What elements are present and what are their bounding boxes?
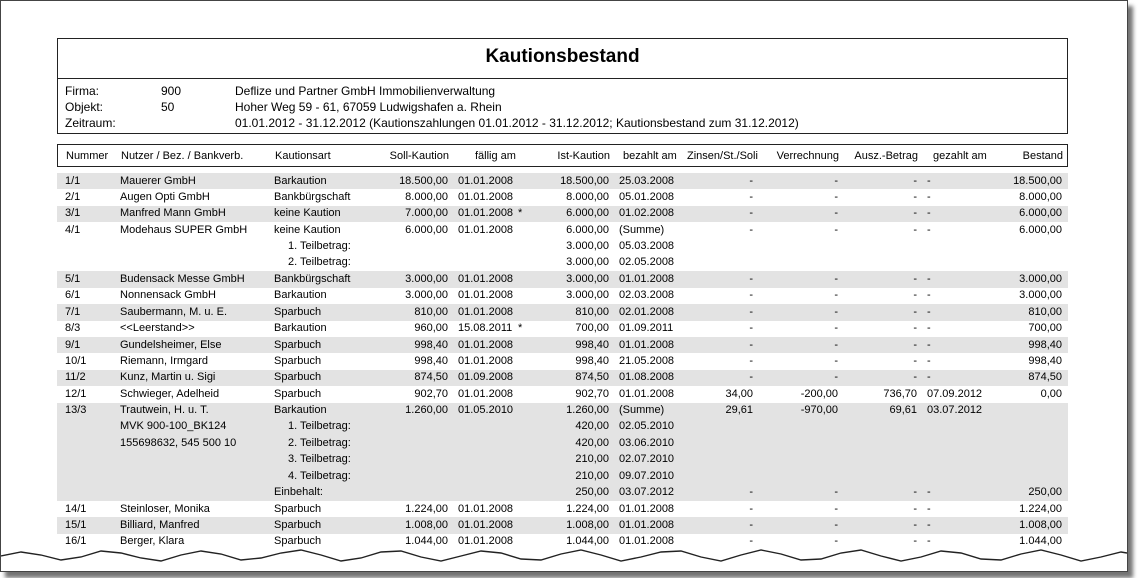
table-row <box>57 386 1068 402</box>
cell-gez: - <box>927 518 931 531</box>
cell-best: 810,00 <box>1028 305 1062 318</box>
cell-bezahlt: 01.09.2011 <box>619 322 674 335</box>
cell-ist: 3.000,00 <box>566 272 609 285</box>
cell-ist: 3.000,00 <box>566 240 609 253</box>
cell-gez: - <box>927 272 931 285</box>
cell-zinsen: 34,00 <box>725 387 753 400</box>
col-ist: Ist-Kaution <box>557 150 610 162</box>
cell-ist: 420,00 <box>575 420 609 433</box>
table-row <box>57 189 1068 205</box>
cell-faellig: 01.09.2008 <box>458 371 514 384</box>
cell-art: keine Kaution <box>274 223 341 236</box>
cell-name: Schwieger, Adelheid <box>120 387 220 400</box>
cell-faellig: 01.01.2008 <box>458 338 514 351</box>
cell-nr: 5/1 <box>65 272 81 285</box>
cell-faellig: 01.01.2008 <box>458 535 514 548</box>
cell-verr: - <box>834 322 838 335</box>
table-row <box>57 304 1068 320</box>
cell-ausz: - <box>913 207 917 220</box>
cell-gez: - <box>927 289 931 302</box>
cell-nr: 10/1 <box>65 354 87 367</box>
col-faellig: fällig am <box>475 150 516 162</box>
cell-ist: 998,40 <box>575 354 609 367</box>
objekt-address: Hoher Weg 59 - 61, 67059 Ludwigshafen a. Rhein <box>235 100 502 114</box>
cell-ist: 6.000,00 <box>566 207 609 220</box>
cell-zinsen: - <box>749 223 753 236</box>
cell-zinsen: - <box>749 305 753 318</box>
cell-soll: 902,70 <box>414 387 448 400</box>
col-verrechnung: Verrechnung <box>776 150 839 162</box>
cell-name: Saubermann, M. u. E. <box>120 305 227 318</box>
cell-nr: 9/1 <box>65 338 81 351</box>
cell-soll: 1.008,00 <box>405 518 448 531</box>
cell-name: Budensack Messe GmbH <box>120 272 245 285</box>
cell-ist: 1.260,00 <box>566 404 609 417</box>
cell-art: Sparbuch <box>274 535 322 548</box>
report-header <box>57 38 1068 134</box>
firma-number: 900 <box>161 84 182 98</box>
col-auszahlung: Ausz.-Betrag <box>854 150 918 162</box>
cell-bezahlt: 09.07.2010 <box>619 469 675 482</box>
cell-nr: 16/1 <box>65 535 87 548</box>
cell-bezahlt: 02.01.2008 <box>619 305 675 318</box>
cell-soll: 998,40 <box>414 354 448 367</box>
cell-zinsen: - <box>749 371 753 384</box>
cell-faellig: 01.01.2008 <box>458 174 514 187</box>
cell-ist: 700,00 <box>575 322 609 335</box>
table-row <box>57 321 1068 337</box>
cell-bezahlt: 01.08.2008 <box>619 371 675 384</box>
cell-bezahlt: 01.01.2008 <box>619 387 675 400</box>
objekt-label: Objekt: <box>65 100 104 114</box>
cell-soll: 8.000,00 <box>405 190 448 203</box>
cell-best: 1.224,00 <box>1019 502 1062 515</box>
cell-name: Trautwein, H. u. T. <box>120 404 209 417</box>
table-row <box>57 353 1068 369</box>
cell-soll: 3.000,00 <box>405 272 448 285</box>
zeitraum-label: Zeitraum: <box>65 116 116 130</box>
cell-sub-label: 1. Teilbetrag: <box>288 240 351 253</box>
cell-name: Manfred Mann GmbH <box>120 207 226 220</box>
cell-best: 3.000,00 <box>1019 289 1062 302</box>
cell-zinsen: - <box>749 289 753 302</box>
cell-ist: 8.000,00 <box>566 190 609 203</box>
cell-sub-label: 2. Teilbetrag: <box>288 436 351 449</box>
cell-soll: 3.000,00 <box>405 289 448 302</box>
cell-bezahlt: 01.02.2008 <box>619 207 675 220</box>
cell-bezahlt: 01.01.2008 <box>619 518 675 531</box>
cell-art: Sparbuch <box>274 305 322 318</box>
cell-ist: 1.044,00 <box>566 535 609 548</box>
col-nummer: Nummer <box>66 150 109 162</box>
cell-bezahlt: 03.07.2012 <box>619 486 675 499</box>
cell-soll: 960,00 <box>414 322 448 335</box>
cell-name: Riemann, Irmgard <box>120 354 209 367</box>
col-gezahlt: gezahlt am <box>933 150 987 162</box>
cell-zinsen: - <box>749 338 753 351</box>
cell-nr: 13/3 <box>65 404 87 417</box>
col-nutzer: Nutzer / Bez. / Bankverb. <box>121 150 244 162</box>
cell-best: 1.008,00 <box>1019 518 1062 531</box>
cell-verr: - <box>834 289 838 302</box>
cell-verr: - <box>834 535 838 548</box>
col-kautionsart: Kautionsart <box>275 150 331 162</box>
cell-name: Augen Opti GmbH <box>120 190 210 203</box>
cell-ist: 1.008,00 <box>566 518 609 531</box>
cell-nr: 15/1 <box>65 518 87 531</box>
cell-nr: 3/1 <box>65 207 81 220</box>
cell-zinsen: - <box>749 322 753 335</box>
cell-best: 998,40 <box>1028 338 1062 351</box>
cell-nr: 12/1 <box>65 387 87 400</box>
cell-bezahlt: 02.03.2008 <box>619 289 675 302</box>
col-bezahlt: bezahlt am <box>623 150 677 162</box>
cell-mark: * <box>518 322 523 335</box>
objekt-number: 50 <box>161 100 175 114</box>
cell-best: 874,50 <box>1028 371 1062 384</box>
cell-ausz: - <box>913 289 917 302</box>
cell-name: MVK 900-100_BK124 <box>120 420 227 433</box>
table-row <box>57 288 1068 304</box>
cell-zinsen: - <box>749 518 753 531</box>
table-row <box>57 370 1068 386</box>
cell-ausz: - <box>913 322 917 335</box>
cell-verr: - <box>834 354 838 367</box>
cell-ausz: - <box>913 190 917 203</box>
cell-soll: 874,50 <box>414 371 448 384</box>
cell-bezahlt: 01.01.2008 <box>619 338 675 351</box>
cell-ist: 810,00 <box>575 305 609 318</box>
cell-best: 0,00 <box>1040 387 1062 400</box>
table-row <box>57 271 1068 287</box>
cell-bezahlt: 01.01.2008 <box>619 502 675 515</box>
cell-ausz: 736,70 <box>883 387 917 400</box>
cell-bezahlt: 05.01.2008 <box>619 190 675 203</box>
cell-gez: - <box>927 174 931 187</box>
cell-gez: - <box>927 371 931 384</box>
cell-gez: - <box>927 322 931 335</box>
cell-faellig: 01.01.2008 <box>458 289 514 302</box>
cell-faellig: 01.01.2008 <box>458 207 514 220</box>
cell-zinsen: - <box>749 535 753 548</box>
header-divider <box>58 78 1067 79</box>
cell-ist: 250,00 <box>575 486 609 499</box>
cell-ausz: - <box>913 502 917 515</box>
cell-gez: - <box>927 223 931 236</box>
cell-ist: 18.500,00 <box>560 174 609 187</box>
cell-art: Barkaution <box>274 289 327 302</box>
cell-art: keine Kaution <box>274 207 341 220</box>
cell-art: Sparbuch <box>274 338 322 351</box>
cell-faellig: 01.01.2008 <box>458 272 514 285</box>
cell-ist: 3.000,00 <box>566 289 609 302</box>
cell-nr: 11/2 <box>65 371 86 384</box>
cell-ausz: - <box>913 518 917 531</box>
cell-ist: 210,00 <box>575 469 609 482</box>
cell-faellig: 01.01.2008 <box>458 223 514 236</box>
cell-ausz: - <box>913 223 917 236</box>
cell-bezahlt: 01.01.2008 <box>619 535 675 548</box>
cell-bezahlt: (Summe) <box>619 404 665 417</box>
cell-gez: - <box>927 354 931 367</box>
cell-art: Bankbürgschaft <box>274 272 351 285</box>
zeitraum-value: 01.01.2012 - 31.12.2012 (Kautionszahlungen 01.01.2012 - 31.12.2012; Kautionsbestand zum 31.12.2012) <box>235 116 799 130</box>
cell-soll: 7.000,00 <box>405 207 448 220</box>
cell-nr: 4/1 <box>65 223 81 236</box>
cell-verr: - <box>834 272 838 285</box>
cell-zinsen: - <box>749 502 753 515</box>
cell-art: Barkaution <box>274 322 327 335</box>
cell-name: Modehaus SUPER GmbH <box>120 223 248 236</box>
cell-faellig: 01.01.2008 <box>458 387 514 400</box>
cell-ist: 1.224,00 <box>566 502 609 515</box>
cell-verr: - <box>834 207 838 220</box>
table-row <box>57 222 1068 271</box>
cell-best: 998,40 <box>1028 354 1062 367</box>
cell-gez: - <box>927 486 931 499</box>
cell-name: Mauerer GmbH <box>120 174 196 187</box>
cell-ist: 3.000,00 <box>566 256 609 269</box>
cell-name: <<Leerstand>> <box>120 322 195 335</box>
cell-verr: - <box>834 174 838 187</box>
cell-zinsen: - <box>749 174 753 187</box>
cell-gez: - <box>927 535 931 548</box>
cell-name: Berger, Klara <box>120 535 185 548</box>
table-row <box>57 206 1068 222</box>
cell-name: Billiard, Manfred <box>120 518 200 531</box>
cell-faellig: 01.01.2008 <box>458 518 514 531</box>
cell-verr: - <box>834 371 838 384</box>
col-zinsen: Zinsen/St./Soli <box>687 150 758 162</box>
cell-verr: - <box>834 502 838 515</box>
firma-name: Deflize und Partner GmbH Immobilienverwaltung <box>235 84 496 98</box>
cell-ausz: - <box>913 354 917 367</box>
deposit-table <box>57 144 1068 572</box>
cell-art: Sparbuch <box>274 518 322 531</box>
cell-gez: 03.07.2012 <box>927 404 983 417</box>
cell-gez: - <box>927 305 931 318</box>
cell-zinsen: 29,61 <box>725 404 753 417</box>
firma-label: Firma: <box>65 84 99 98</box>
cell-soll: 6.000,00 <box>405 223 448 236</box>
cell-faellig: 15.08.2011 <box>458 322 513 335</box>
cell-verr: - <box>834 223 838 236</box>
cell-zinsen: - <box>749 207 753 220</box>
cell-nr: 14/1 <box>65 502 87 515</box>
cell-soll: 1.044,00 <box>405 535 448 548</box>
cell-best: 700,00 <box>1028 322 1062 335</box>
cell-zinsen: - <box>749 486 753 499</box>
cell-best: 6.000,00 <box>1019 207 1062 220</box>
table-row <box>57 337 1068 353</box>
cell-zinsen: - <box>749 354 753 367</box>
table-row <box>57 403 1068 501</box>
table-header <box>57 144 1068 167</box>
cell-bezahlt: 03.06.2010 <box>619 436 675 449</box>
table-row <box>57 173 1068 189</box>
cell-art: Sparbuch <box>274 387 322 400</box>
cell-verr: -200,00 <box>800 387 838 400</box>
torn-edge <box>1 536 1128 572</box>
cell-gez: - <box>927 190 931 203</box>
col-soll: Soll-Kaution <box>389 150 449 162</box>
cell-ausz: - <box>913 486 917 499</box>
cell-sub-label: 2. Teilbetrag: <box>288 256 351 269</box>
cell-verr: -970,00 <box>800 404 838 417</box>
cell-sub-label: 4. Teilbetrag: <box>288 469 351 482</box>
cell-ausz: 69,61 <box>889 404 917 417</box>
cell-art: Bankbürgschaft <box>274 190 351 203</box>
cell-ist: 6.000,00 <box>566 223 609 236</box>
cell-nr: 2/1 <box>65 190 81 203</box>
cell-art: Sparbuch <box>274 354 322 367</box>
cell-nr: 7/1 <box>65 305 81 318</box>
cell-verr: - <box>834 305 838 318</box>
cell-zinsen: - <box>749 190 753 203</box>
cell-bezahlt: 01.01.2008 <box>619 272 675 285</box>
cell-name: Gundelsheimer, Else <box>120 338 222 351</box>
cell-gez: - <box>927 338 931 351</box>
cell-bezahlt: 05.03.2008 <box>619 240 675 253</box>
cell-art: Barkaution <box>274 174 327 187</box>
cell-gez: - <box>927 207 931 220</box>
cell-ist: 420,00 <box>575 436 609 449</box>
cell-faellig: 01.01.2008 <box>458 354 514 367</box>
cell-ausz: - <box>913 272 917 285</box>
cell-ausz: - <box>913 305 917 318</box>
cell-name: 155698632, 545 500 10 <box>120 436 237 449</box>
cell-soll: 1.224,00 <box>405 502 448 515</box>
cell-verr: - <box>834 486 838 499</box>
cell-soll: 810,00 <box>414 305 448 318</box>
cell-name: Steinloser, Monika <box>120 502 210 515</box>
cell-ausz: - <box>913 535 917 548</box>
cell-bezahlt: 02.05.2010 <box>619 420 675 433</box>
cell-bezahlt: 25.03.2008 <box>619 174 675 187</box>
cell-ist: 998,40 <box>575 338 609 351</box>
cell-faellig: 01.01.2008 <box>458 305 514 318</box>
cell-zinsen: - <box>749 272 753 285</box>
cell-verr: - <box>834 518 838 531</box>
cell-faellig: 01.01.2008 <box>458 190 514 203</box>
table-row <box>57 517 1068 533</box>
cell-ausz: - <box>913 174 917 187</box>
cell-ausz: - <box>913 371 917 384</box>
cell-verr: - <box>834 338 838 351</box>
cell-nr: 8/3 <box>65 322 81 335</box>
cell-mark: * <box>518 207 523 220</box>
cell-soll: 998,40 <box>414 338 448 351</box>
cell-bezahlt: 21.05.2008 <box>619 354 675 367</box>
cell-ist: 874,50 <box>575 371 609 384</box>
cell-art: Barkaution <box>274 404 327 417</box>
cell-sub-label: 1. Teilbetrag: <box>288 420 351 433</box>
cell-bezahlt: 02.07.2010 <box>619 453 675 466</box>
cell-ist: 210,00 <box>575 453 609 466</box>
cell-gez: - <box>927 502 931 515</box>
cell-sub-label: 3. Teilbetrag: <box>288 453 351 466</box>
cell-art: Sparbuch <box>274 371 322 384</box>
cell-ausz: - <box>913 338 917 351</box>
cell-best: 3.000,00 <box>1019 272 1062 285</box>
cell-best: 250,00 <box>1028 486 1062 499</box>
cell-bezahlt: (Summe) <box>619 223 665 236</box>
cell-soll: 1.260,00 <box>405 404 448 417</box>
cell-faellig: 01.05.2010 <box>458 404 514 417</box>
cell-best: 6.000,00 <box>1019 223 1062 236</box>
cell-name: Nonnensack GmbH <box>120 289 216 302</box>
cell-nr: 1/1 <box>65 174 81 187</box>
cell-nr: 6/1 <box>65 289 81 302</box>
cell-faellig: 01.01.2008 <box>458 502 514 515</box>
cell-soll: 18.500,00 <box>399 174 448 187</box>
cell-gez: 07.09.2012 <box>927 387 983 400</box>
cell-name: Kunz, Martin u. Sigi <box>120 371 216 384</box>
cell-ist: 902,70 <box>575 387 609 400</box>
cell-sub-label: Einbehalt: <box>274 486 323 499</box>
cell-best: 1.044,00 <box>1019 535 1062 548</box>
col-bestand: Bestand <box>1022 150 1063 162</box>
cell-best: 8.000,00 <box>1019 190 1062 203</box>
cell-art: Sparbuch <box>274 502 322 515</box>
cell-verr: - <box>834 190 838 203</box>
cell-best: 18.500,00 <box>1013 174 1062 187</box>
cell-bezahlt: 02.05.2008 <box>619 256 675 269</box>
table-row <box>57 501 1068 517</box>
report-title: Kautionsbestand <box>485 46 640 67</box>
